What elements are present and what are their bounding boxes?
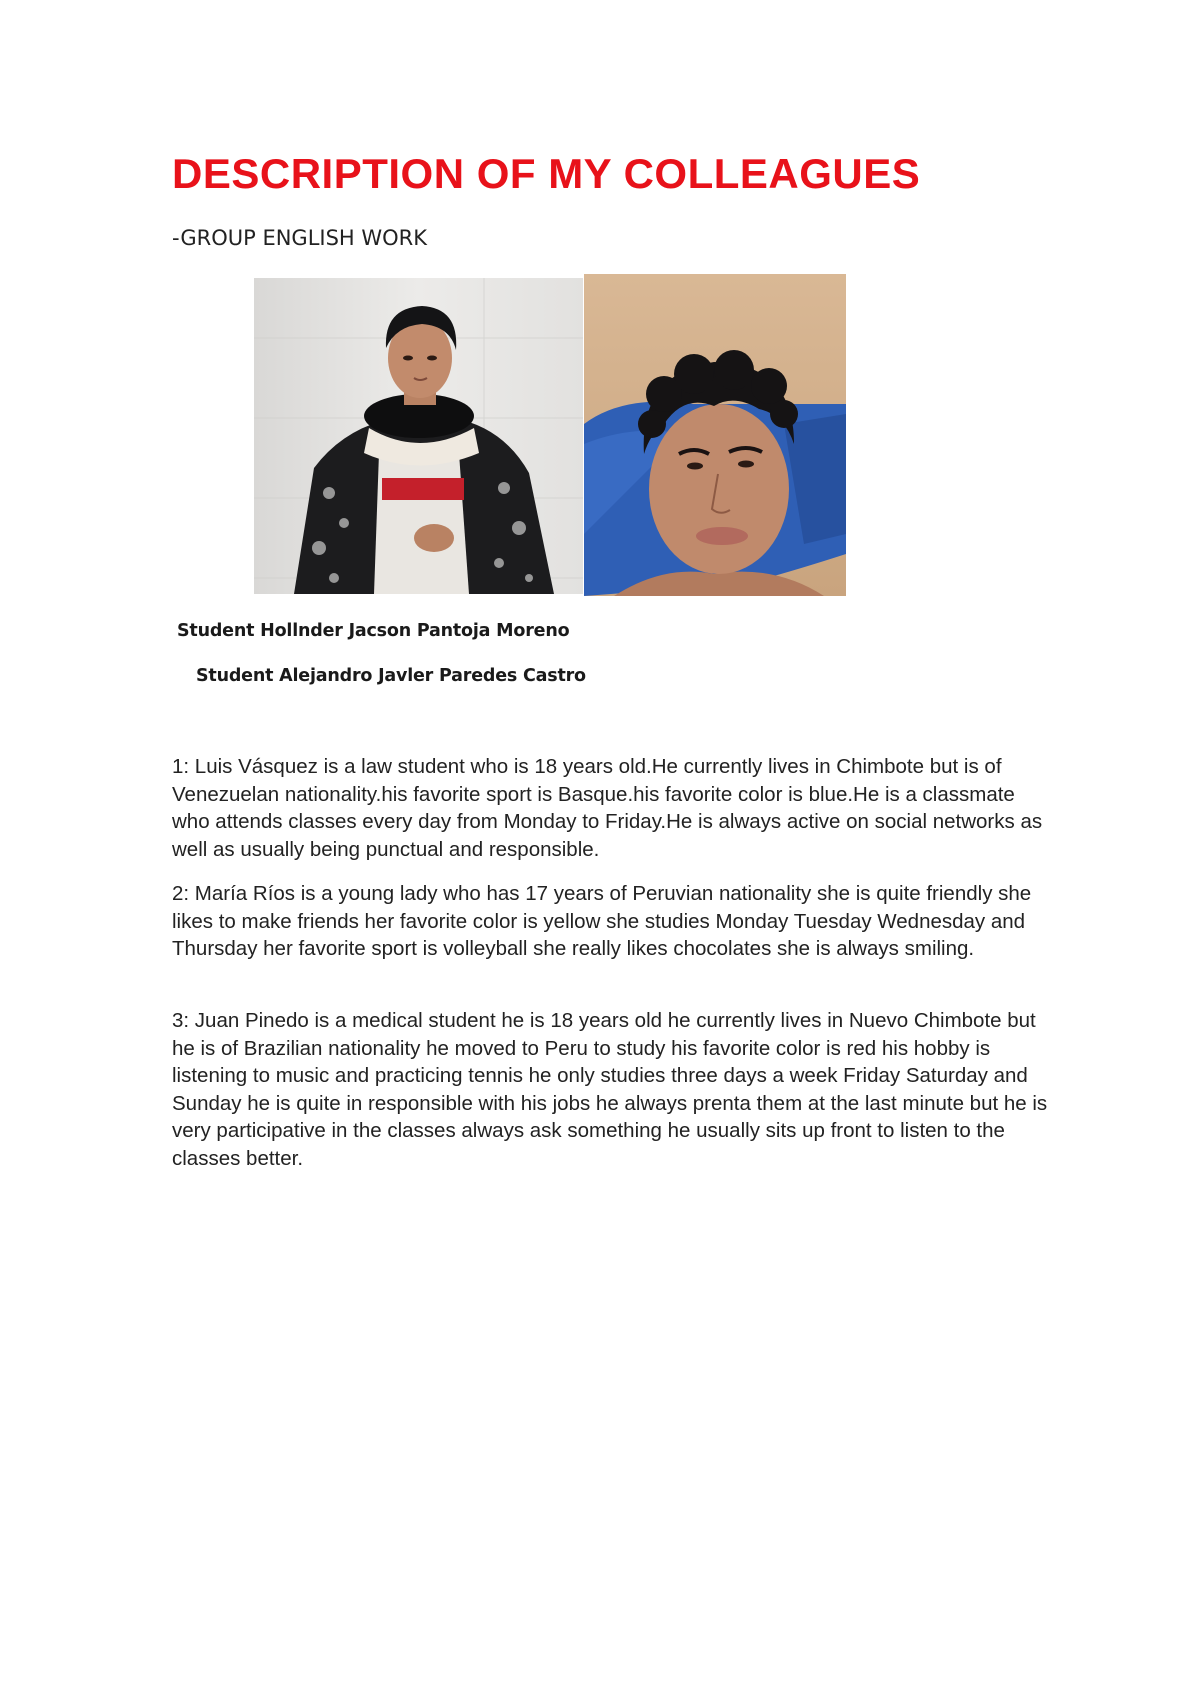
student-caption-2: Student Alejandro Javler Paredes Castro — [196, 666, 586, 686]
paragraph-1: 1: Luis Vásquez is a law student who is 18 years old.He currently lives in Chimbote but is of Venezuelan nationality.his favorite sport is Basque.his favorite color is blue.He is a classmate who attends classes every day from Monday to Friday.He is always active on social networks as well as usually being punctual and responsible. — [172, 755, 1043, 861]
paragraph-2: 2: María Ríos is a young lady who has 17 years of Peruvian nationality she is quite friendly she likes to make friends her favorite color is yellow she studies Monday Tuesday Wednesday and Thursday her favorite sport is volleyball she really likes chocolates she is always smiling. — [172, 882, 1032, 960]
page-subtitle: -GROUP ENGLISH WORK — [172, 226, 428, 250]
student-photo-2 — [584, 274, 846, 596]
page-title: DESCRIPTION OF MY COLLEAGUES — [172, 150, 921, 197]
student-photo-1 — [254, 278, 583, 594]
paragraph-3: 3: Juan Pinedo is a medical student he is 18 years old he currently lives in Nuevo Chimbote but he is of Brazilian nationality he moved to Peru to study his favorite color is red his hobby is listening to music and practicing tennis he only studies three days a week Friday Saturday and Sunday he is quite in responsible with his jobs he always prenta them at the last minute but he is very participative in the classes always ask something he usually sits up front to listen to the classes better. — [172, 1009, 1048, 1170]
student-caption-1: Student Hollnder Jacson Pantoja Moreno — [177, 621, 570, 641]
